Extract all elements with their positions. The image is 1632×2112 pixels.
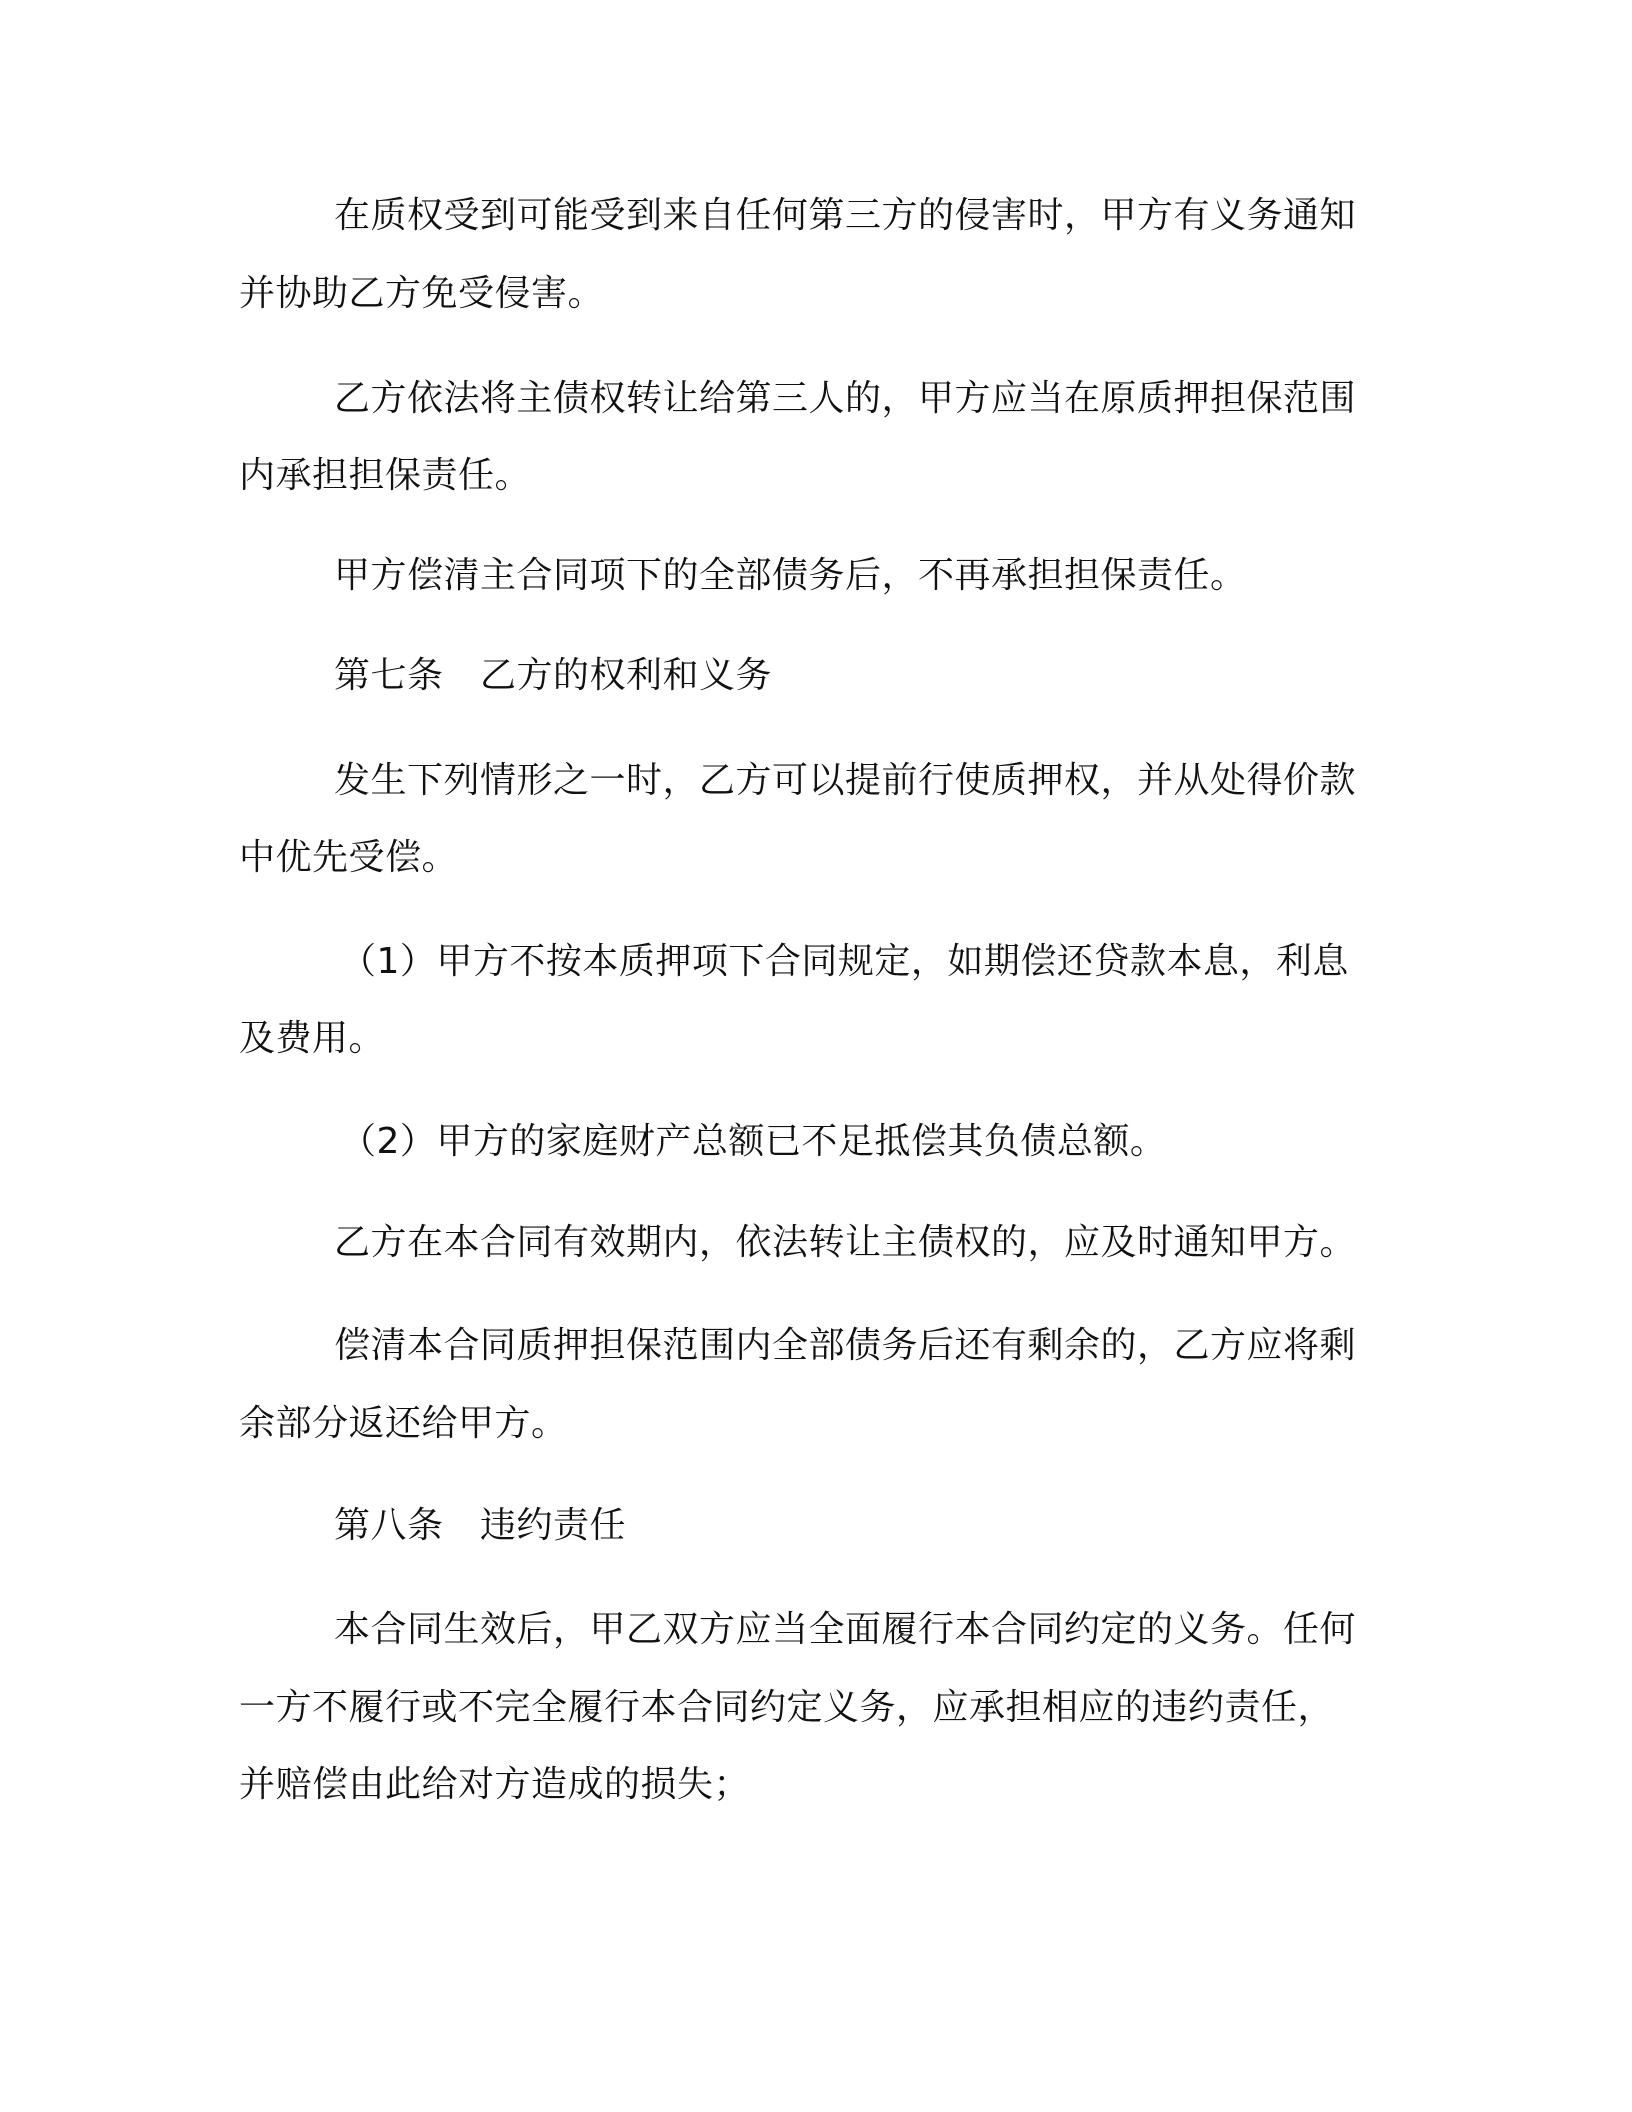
list-item-1-line-2: 及费用。: [239, 1018, 386, 1059]
paragraph-p4-line-1: 发生下列情形之一时，乙方可以提前行使质押权，并从处得价款: [334, 760, 1357, 801]
article-8-heading: 第八条 违约责任: [334, 1505, 627, 1546]
paragraph-p7-line-3: 并赔偿由此给对方造成的损失；: [239, 1764, 751, 1805]
paragraph-p6-line-1: 偿清本合同质押担保范围内全部债务后还有剩余的，乙方应将剩: [334, 1325, 1357, 1366]
paragraph-p2-line-2: 内承担担保责任。: [239, 455, 532, 496]
paragraph-p3-line-1: 甲方偿清主合同项下的全部债务后，不再承担担保责任。: [334, 555, 1247, 596]
paragraph-p6-line-2: 余部分返还给甲方。: [239, 1403, 568, 1444]
paragraph-p4-line-2: 中优先受偿。: [239, 837, 459, 878]
paragraph-p1-line-1: 在质权受到可能受到来自任何第三方的侵害时，甲方有义务通知: [334, 195, 1357, 236]
article-7-heading: 第七条 乙方的权利和义务: [334, 655, 773, 696]
list-item-1-line-1: （1）甲方不按本质押项下合同规定，如期偿还贷款本息，利息: [340, 941, 1349, 982]
list-item-2-line-1: （2）甲方的家庭财产总额已不足抵偿其负债总额。: [340, 1121, 1167, 1162]
paragraph-p2-line-1: 乙方依法将主债权转让给第三人的，甲方应当在原质押担保范围: [334, 378, 1357, 419]
paragraph-p7-line-2: 一方不履行或不完全履行本合同约定义务，应承担相应的违约责任，: [239, 1687, 1335, 1728]
paragraph-p1-line-2: 并协助乙方免受侵害。: [239, 273, 605, 314]
paragraph-p7-line-1: 本合同生效后，甲乙双方应当全面履行本合同约定的义务。任何: [334, 1609, 1357, 1650]
paragraph-p5-line-1: 乙方在本合同有效期内，依法转让主债权的，应及时通知甲方。: [334, 1222, 1357, 1263]
